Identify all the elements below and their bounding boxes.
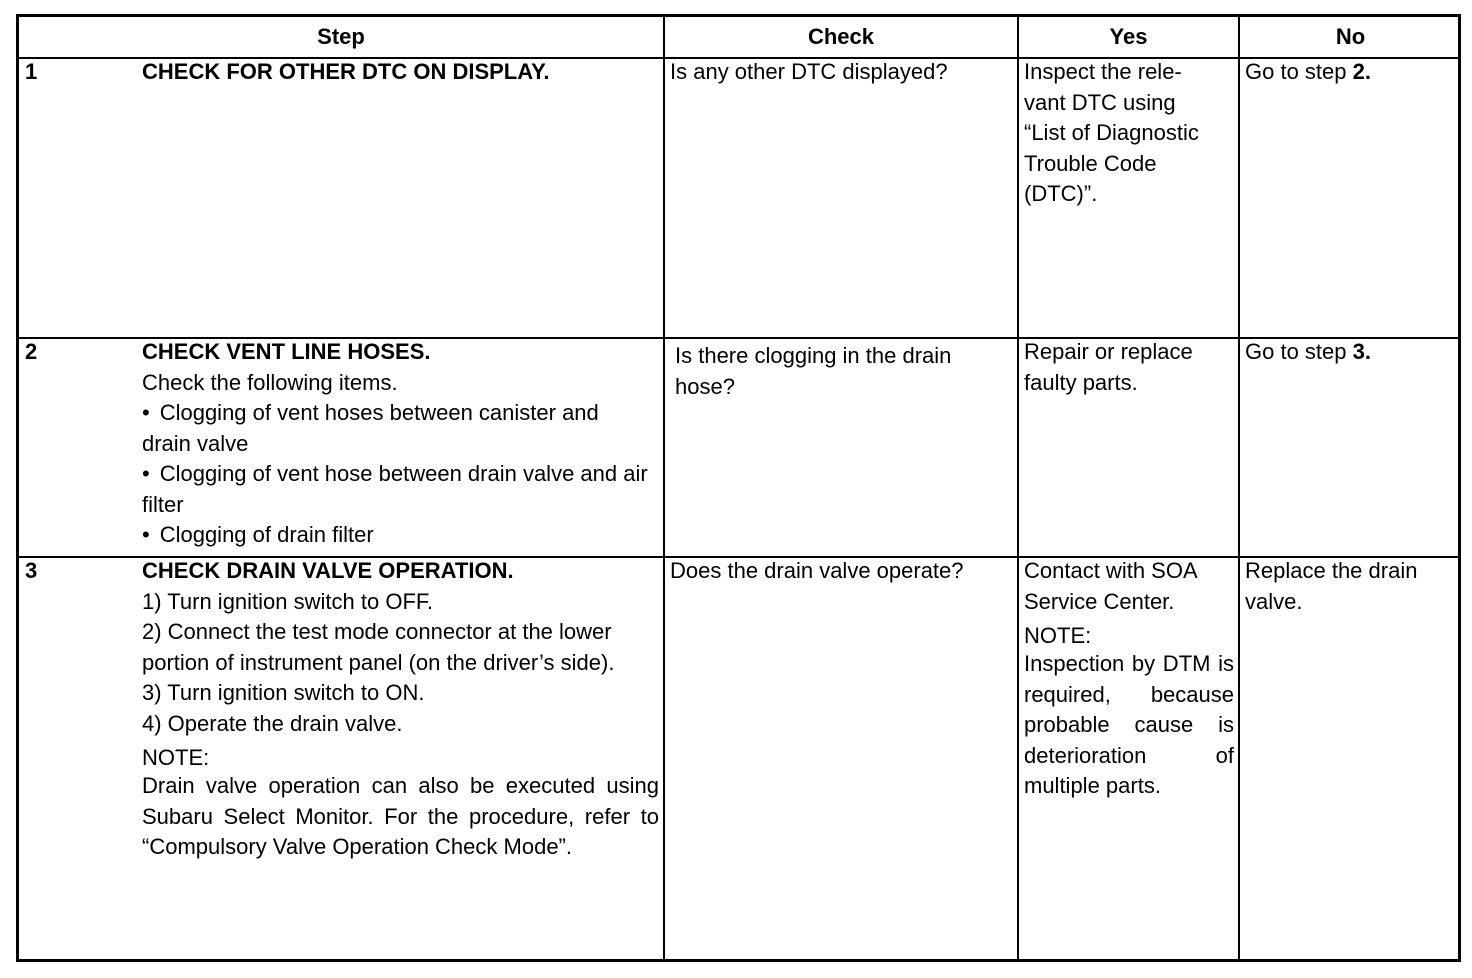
header-check: Check	[807, 24, 875, 49]
check-item: • Clogging of vent hoses between canister and drain valve	[142, 398, 652, 459]
step-cell	[142, 57, 657, 88]
step-title: CHECK FOR OTHER DTC ON DISPLAY.	[142, 59, 550, 84]
yes-cell	[1024, 337, 1234, 398]
no-cell	[1245, 57, 1457, 88]
check-item: • Clogging of drain filter	[142, 520, 652, 551]
yes-line: faulty parts.	[1024, 369, 1138, 395]
procedure-step: 4) Operate the drain valve.	[142, 710, 403, 736]
no-prefix: Go to step	[1245, 339, 1353, 364]
check-cell: Does the drain valve operate?	[670, 558, 964, 583]
yes-line: Repair or replace	[1024, 339, 1193, 364]
check-cell: Is there clogging in the drain hose?	[675, 343, 952, 399]
yes-line: (DTC)”.	[1024, 181, 1098, 206]
step-cell	[142, 337, 652, 551]
header-yes: Yes	[1109, 24, 1148, 49]
yes-main: Contact with SOA Service Center.	[1024, 558, 1197, 614]
no-cell: Replace the drain valve.	[1245, 558, 1418, 614]
yes-line: vant DTC using	[1024, 89, 1176, 115]
yes-line: “List of Diagnostic	[1024, 120, 1199, 145]
no-prefix: Go to step	[1245, 59, 1353, 84]
no-cell	[1245, 337, 1457, 368]
yes-line: Trouble Code	[1024, 150, 1157, 176]
troubleshooting-table	[16, 14, 1461, 962]
step-number: 2	[25, 339, 38, 364]
procedure-step: 3) Turn ignition switch to ON.	[142, 680, 425, 705]
procedure-step: 2) Connect the test mode connector at the lower portion of instrument panel (on the driver’s side).	[142, 619, 615, 675]
step-number: 1	[25, 59, 38, 84]
step-title: CHECK DRAIN VALVE OPERATION.	[142, 558, 514, 583]
column-divider	[1017, 17, 1019, 959]
column-divider	[663, 17, 665, 959]
yes-line: Inspect the rele-	[1024, 59, 1182, 84]
header-no: No	[1335, 24, 1366, 49]
no-step-ref: 2.	[1352, 59, 1371, 84]
step-intro: Check the following items.	[142, 369, 398, 395]
note-text: Drain valve operation can also be executed using Subaru Select Monitor. For the procedure, refer to “Compulsory Valve Operation Check Mode”.	[142, 773, 659, 859]
header-step: Step	[317, 24, 365, 49]
step-cell	[142, 556, 659, 863]
check-item: • Clogging of vent hose between drain valve and air filter	[142, 459, 652, 520]
step-title: CHECK VENT LINE HOSES.	[142, 339, 431, 364]
note-label: NOTE:	[142, 745, 210, 770]
yes-cell	[1024, 57, 1234, 210]
yes-note-text: Inspection by DTM is required, because probable cause is deterioration of multiple parts.	[1024, 651, 1234, 798]
yes-note-label: NOTE:	[1024, 623, 1092, 648]
no-step-ref: 3.	[1352, 339, 1371, 364]
yes-cell	[1024, 556, 1234, 802]
procedure-step: 1) Turn ignition switch to OFF.	[142, 588, 433, 614]
check-cell: Is any other DTC displayed?	[670, 59, 948, 84]
step-number: 3	[25, 558, 38, 583]
column-divider	[1238, 17, 1240, 959]
